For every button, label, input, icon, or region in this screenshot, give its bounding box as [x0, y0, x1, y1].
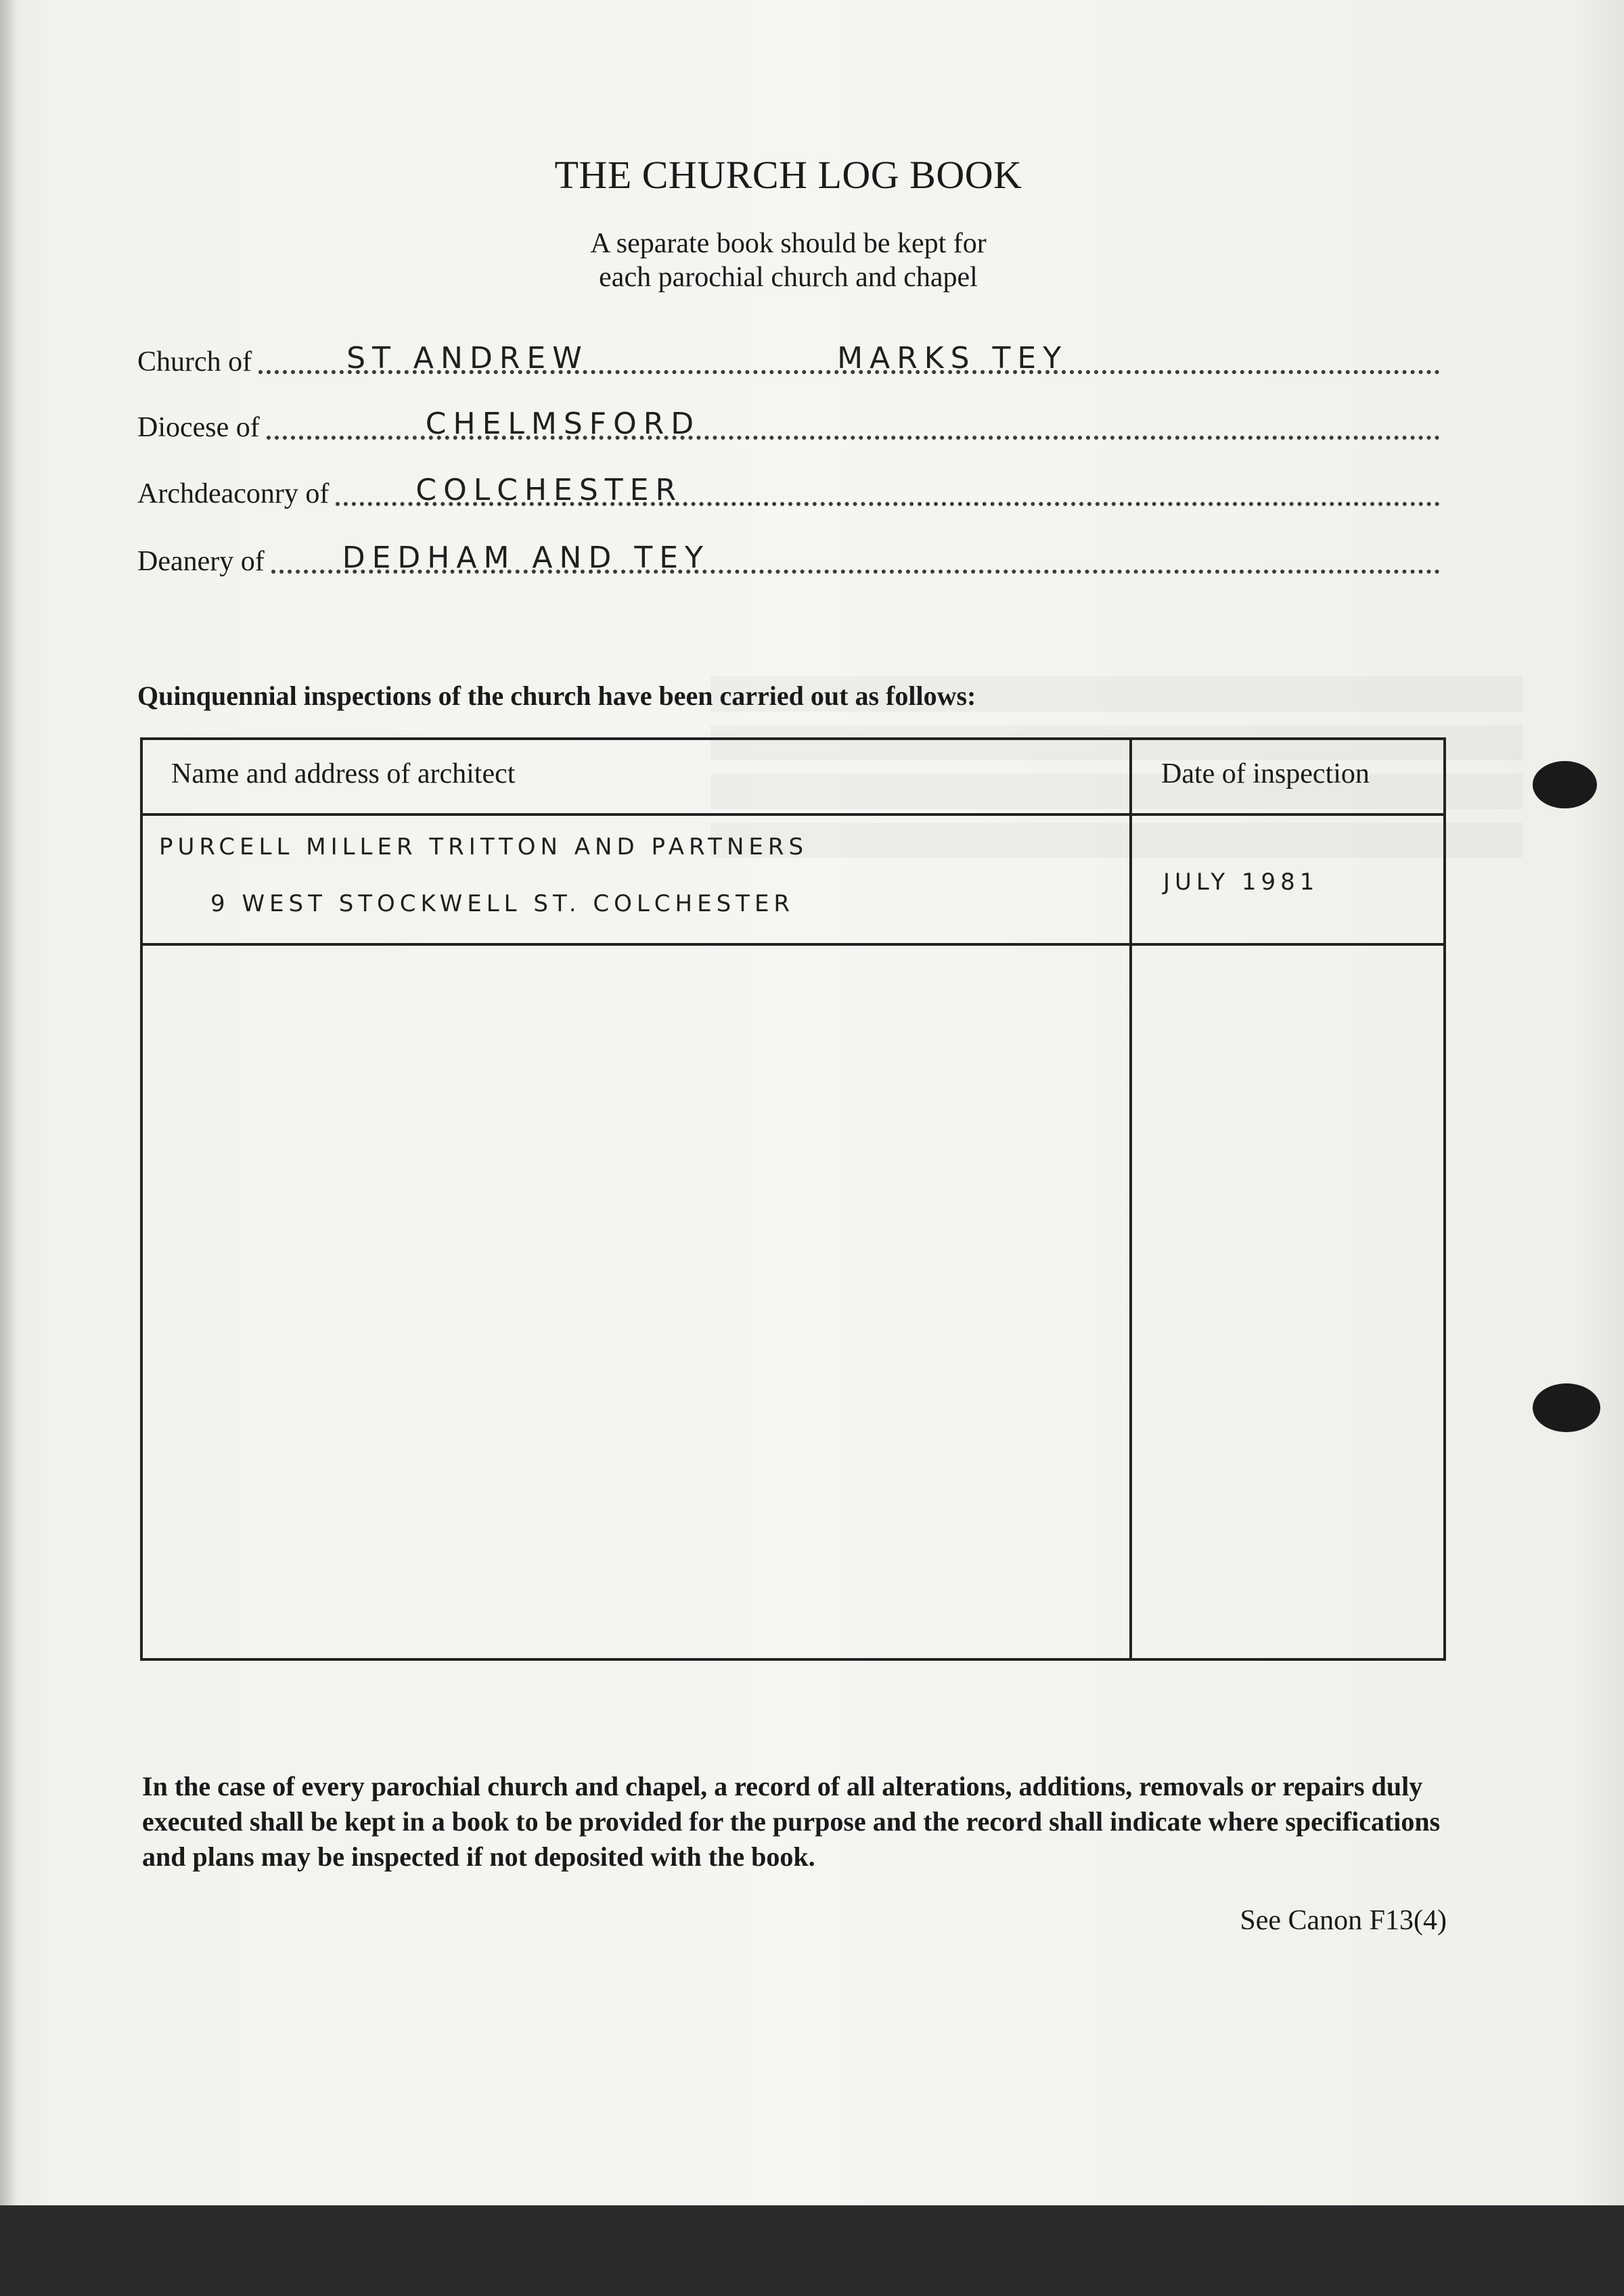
- diocese-value: CHELMSFORD: [425, 407, 701, 441]
- deanery-fill-line: [271, 522, 1440, 574]
- archdeaconry-fill-line: [336, 455, 1440, 506]
- scan-bottom-band: [0, 2205, 1624, 2296]
- punch-hole-lower: [1533, 1383, 1600, 1432]
- subtitle-line-2: each parochial church and chapel: [599, 262, 978, 293]
- inspections-table: [140, 737, 1446, 1661]
- church-field: [137, 335, 1440, 382]
- deanery-label: Deanery of: [137, 546, 265, 577]
- header-architect: Name and address of architect: [171, 758, 516, 789]
- canon-reference: See Canon F13(4): [1240, 1905, 1447, 1936]
- table-column-divider: [1129, 740, 1132, 1658]
- architect-name: PURCELL MILLER TRITTON AND PARTNERS: [159, 833, 809, 860]
- archdeaconry-field: [137, 467, 1440, 514]
- subtitle-line-1: A separate book should be kept for: [590, 228, 987, 259]
- diocese-field: [137, 400, 1440, 448]
- archdeaconry-label: Archdeaconry of: [137, 478, 330, 509]
- inspections-heading: Quinquennial inspections of the church have been carried out as follows:: [137, 681, 976, 711]
- deanery-field: [137, 534, 1440, 582]
- church-fill-line: [258, 323, 1440, 374]
- page-subtitle: [0, 227, 1577, 294]
- punch-hole-upper: [1533, 761, 1597, 808]
- table-header-divider: [143, 813, 1443, 816]
- page-title: THE CHURCH LOG BOOK: [554, 153, 1022, 197]
- page-edge-shadow: [0, 0, 18, 2205]
- archdeaconry-value: COLCHESTER: [415, 473, 683, 507]
- church-value-2: MARKS TEY: [837, 341, 1068, 375]
- church-label: Church of: [137, 346, 252, 377]
- inspection-date: JULY 1981: [1163, 869, 1320, 896]
- church-value-1: ST ANDREW: [346, 341, 589, 375]
- diocese-fill-line: [267, 388, 1440, 440]
- architect-address: 9 WEST STOCKWELL ST. COLCHESTER: [210, 890, 795, 917]
- canon-notice: In the case of every parochial church and chapel, a record of all alterations, additions, removals or repairs duly executed shall be kept in a book to be provided for the purpose and the record shall indicate where specifications and plans may be inspected if not deposited with the book.: [142, 1771, 1441, 1872]
- table-row-divider: [143, 943, 1443, 946]
- header-date: Date of inspection: [1161, 758, 1370, 789]
- diocese-label: Diocese of: [137, 412, 260, 443]
- deanery-value: DEDHAM AND TEY: [342, 541, 710, 575]
